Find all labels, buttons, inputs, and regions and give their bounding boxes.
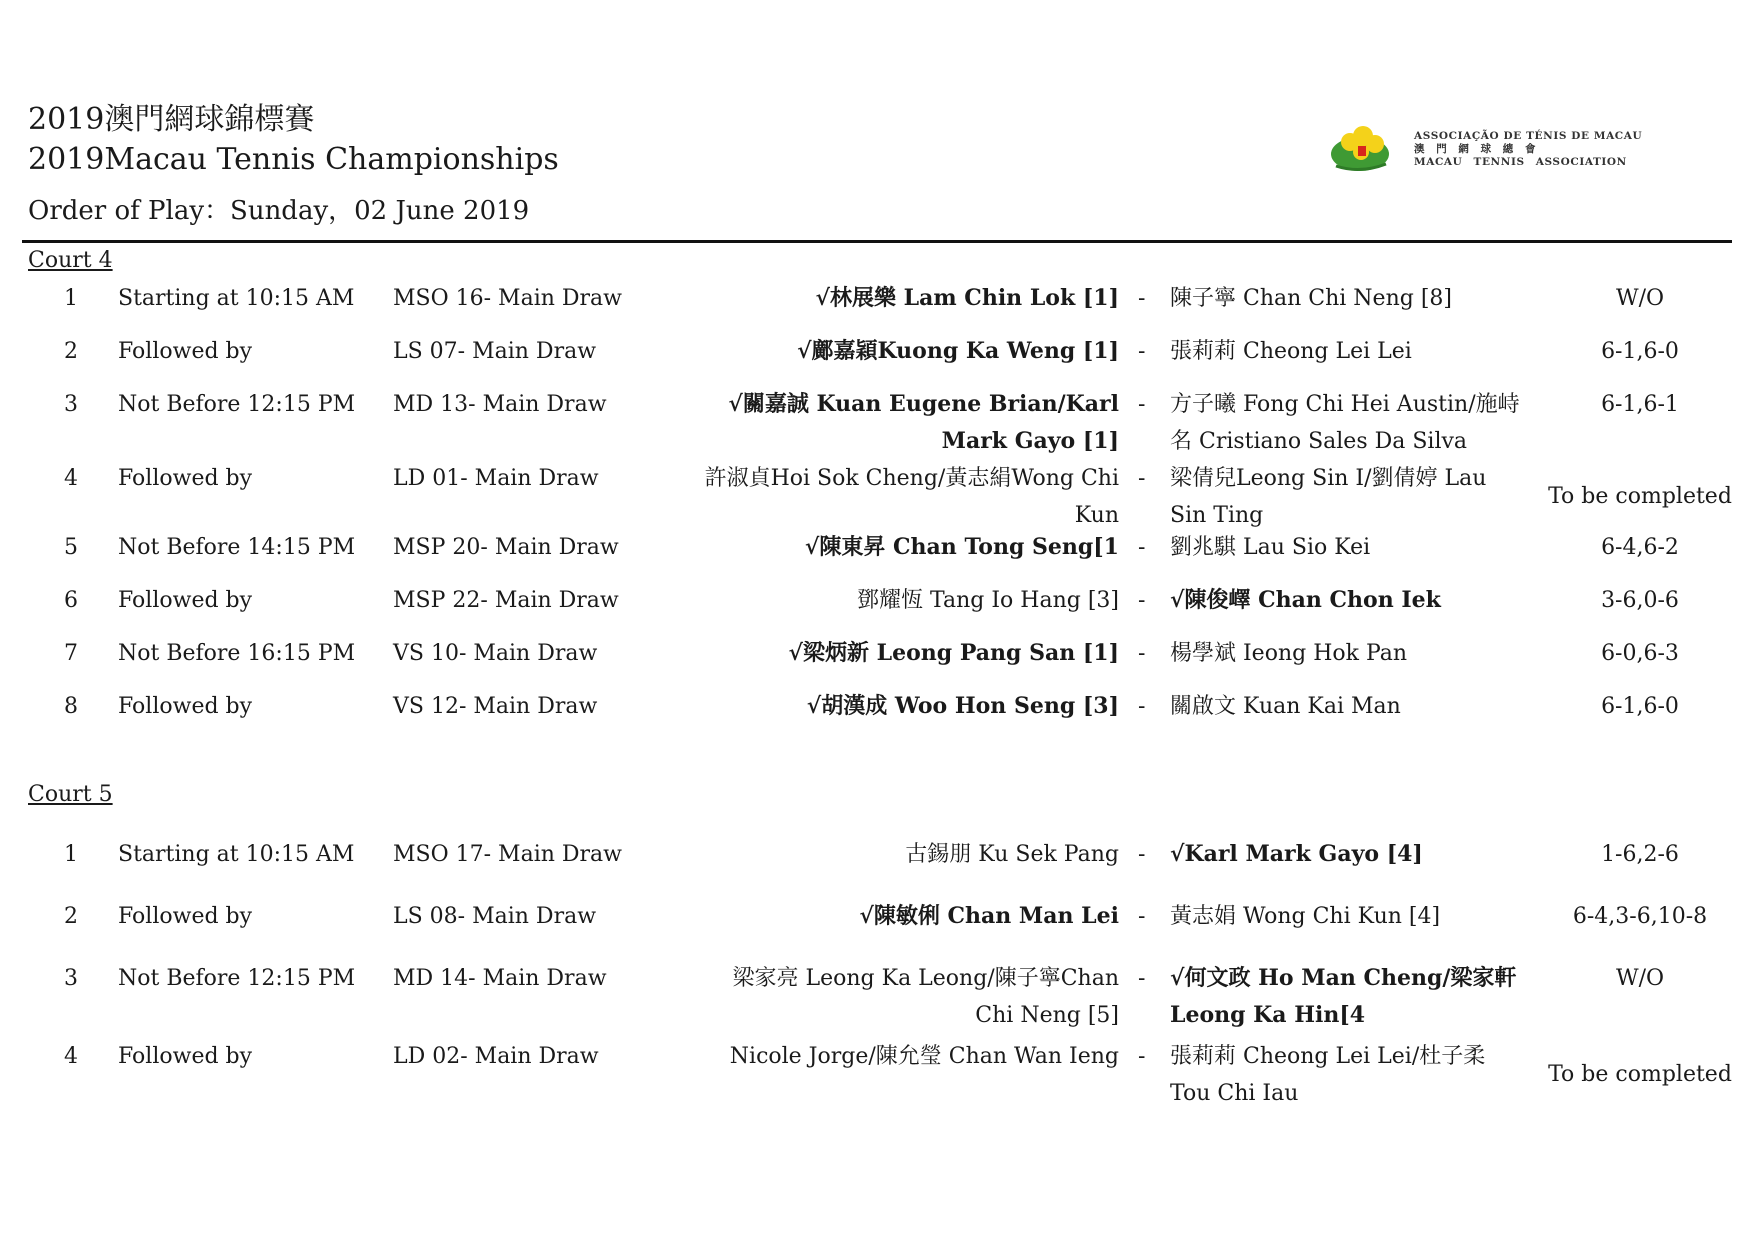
match-score: 6-4,3-6,10-8 [1572,904,1708,929]
match-event: VS 10- Main Draw [393,641,598,666]
match-time: Starting at 10:15 AM [118,286,355,311]
logo-text-portuguese: ASSOCIAÇÃO DE TÉNIS DE MACAU [1414,130,1643,142]
player-2: √陳俊嶧 Chan Chon Iek [1170,587,1441,613]
player-1: 鄧耀恆 Tang Io Hang [3] [857,588,1119,613]
versus-dash: - [1138,694,1146,719]
player-1: √關嘉誠 Kuan Eugene Brian/Karl Mark Gayo [1] [728,391,1119,454]
match-event: MSO 16- Main Draw [393,286,622,311]
player-1: √陳敏俐 Chan Man Lei [859,903,1119,929]
match-score: W/O [1615,286,1665,311]
match-event: MSO 17- Main Draw [393,842,622,867]
player-1: √鄺嘉穎Kuong Ka Weng [1] [797,338,1119,364]
match-time: Followed by [118,904,253,929]
player-2: 梁倩兒Leong Sin I/劉倩婷 Lau Sin Ting [1170,466,1487,528]
match-event: MSP 22- Main Draw [393,588,619,613]
match-time: Not Before 14:15 PM [118,535,356,560]
player-1: 許淑貞Hoi Sok Cheng/黃志絹Wong Chi Kun [704,466,1119,528]
player-2: √Karl Mark Gayo [4] [1170,841,1423,867]
versus-dash: - [1138,966,1146,991]
order-of-play-date: Order of Play：Sunday，02 June 2019 [28,196,530,226]
match-number: 5 [64,535,78,560]
versus-dash: - [1138,286,1146,311]
match-time: Not Before 12:15 PM [118,392,356,417]
player-2: 方子曦 Fong Chi Hei Austin/施峙名 Cristiano Sales Da Silva [1170,392,1520,454]
match-score: 6-4,6-2 [1601,535,1679,560]
match-event: LD 01- Main Draw [393,466,599,491]
player-2: 張莉莉 Cheong Lei Lei [1170,339,1412,364]
match-score: 6-0,6-3 [1601,641,1679,666]
match-number: 2 [64,904,78,929]
match-time: Not Before 12:15 PM [118,966,356,991]
versus-dash: - [1138,392,1146,417]
match-score: 3-6,0-6 [1601,588,1679,613]
versus-dash: - [1138,842,1146,867]
match-number: 7 [64,641,78,666]
match-number: 1 [64,842,78,867]
match-score: 1-6,2-6 [1601,842,1679,867]
title-chinese: 2019澳門網球錦標賽 [28,102,315,137]
match-score: W/O [1615,966,1665,991]
match-time: Followed by [118,339,253,364]
match-number: 3 [64,392,78,417]
match-number: 1 [64,286,78,311]
player-1: √胡漢成 Woo Hon Seng [3] [806,693,1119,719]
match-event: LS 07- Main Draw [393,339,597,364]
player-2: 黃志娟 Wong Chi Kun [4] [1170,904,1441,929]
match-time: Followed by [118,588,253,613]
logo-text-chinese: 澳 門 網 球 總 會 [1414,143,1537,155]
player-2: 楊學斌 Ieong Hok Pan [1170,641,1408,666]
player-1: Nicole Jorge/陳允瑩 Chan Wan Ieng [729,1044,1119,1069]
tennis-association-logo-icon [1330,122,1394,174]
court-4-heading: Court 4 [28,248,113,273]
player-2: 張莉莉 Cheong Lei Lei/杜子柔 Tou Chi Iau [1170,1044,1486,1106]
match-event: LD 02- Main Draw [393,1044,599,1069]
match-event: MD 14- Main Draw [393,966,607,991]
match-number: 6 [64,588,78,613]
match-event: MD 13- Main Draw [393,392,607,417]
match-time: Followed by [118,466,253,491]
logo-text-english: MACAU TENNIS ASSOCIATION [1414,156,1627,168]
versus-dash: - [1138,535,1146,560]
match-score: To be completed [1548,484,1732,509]
association-logo [1330,122,1643,178]
player-2: 劉兆騏 Lau Sio Kei [1170,535,1371,560]
match-time: Not Before 16:15 PM [118,641,356,666]
match-number: 3 [64,966,78,991]
player-1: √梁炳新 Leong Pang San [1] [788,640,1119,666]
player-2: √何文政 Ho Man Cheng/梁家軒 Leong Ka Hin[4 [1170,965,1517,1028]
match-event: LS 08- Main Draw [393,904,597,929]
versus-dash: - [1138,904,1146,929]
match-time: Followed by [118,694,253,719]
match-score: 6-1,6-0 [1601,339,1679,364]
match-number: 4 [64,466,78,491]
match-score: To be completed [1548,1062,1732,1087]
match-score: 6-1,6-0 [1601,694,1679,719]
versus-dash: - [1138,588,1146,613]
match-time: Followed by [118,1044,253,1069]
player-1: 梁家亮 Leong Ka Leong/陳子寧Chan Chi Neng [5] [732,966,1119,1028]
player-2: 關啟文 Kuan Kai Man [1170,694,1401,719]
court-5-heading: Court 5 [28,782,113,807]
match-time: Starting at 10:15 AM [118,842,355,867]
match-event: VS 12- Main Draw [393,694,598,719]
player-1: √林展樂 Lam Chin Lok [1] [815,285,1119,311]
match-score: 6-1,6-1 [1601,392,1679,417]
match-number: 8 [64,694,78,719]
match-event: MSP 20- Main Draw [393,535,619,560]
player-1: √陳東昇 Chan Tong Seng[1 [804,534,1119,560]
match-number: 4 [64,1044,78,1069]
versus-dash: - [1138,641,1146,666]
title-english: 2019Macau Tennis Championships [28,142,559,177]
versus-dash: - [1138,339,1146,364]
header-divider [22,240,1732,243]
versus-dash: - [1138,466,1146,491]
player-2: 陳子寧 Chan Chi Neng [8] [1170,286,1452,311]
match-number: 2 [64,339,78,364]
player-1: 古錫朋 Ku Sek Pang [905,842,1119,867]
versus-dash: - [1138,1044,1146,1069]
